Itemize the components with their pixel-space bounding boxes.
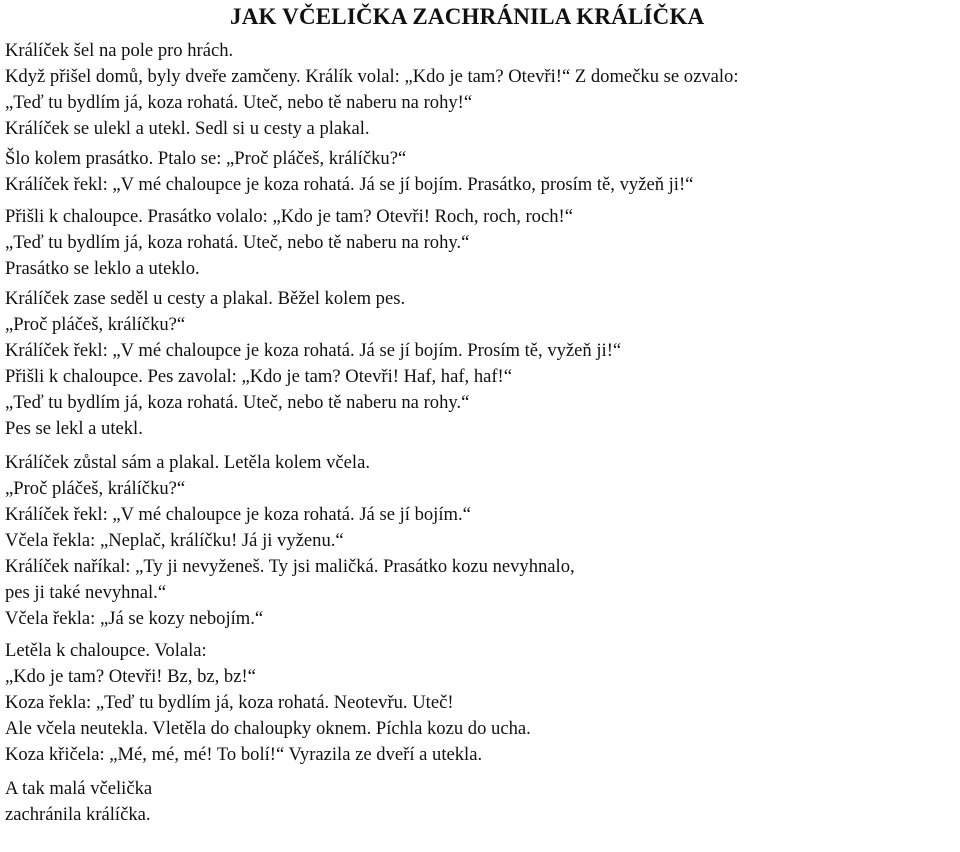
story-line-22: Včela řekla: „Já se kozy nebojím.“ xyxy=(5,608,264,629)
story-title: JAK VČELIČKA ZACHRÁNILA KRÁLÍČKA xyxy=(230,4,705,29)
story-line-16: Králíček zůstal sám a plakal. Letěla kolem včela. xyxy=(5,452,370,473)
story-line-12: Králíček řekl: „V mé chaloupce je koza rohatá. Já se jí bojím. Prosím tě, vyžeň ji!“ xyxy=(5,340,622,361)
story-line-5: Šlo kolem prasátko. Ptalo se: „Proč pláčeš, králíčku?“ xyxy=(5,148,407,169)
story-line-23: Letěla k chaloupce. Volala: xyxy=(5,640,207,661)
story-line-1: Králíček šel na pole pro hrách. xyxy=(5,40,234,61)
story-line-3: „Teď tu bydlím já, koza rohatá. Uteč, nebo tě naberu na rohy!“ xyxy=(5,92,473,113)
story-line-25: Koza řekla: „Teď tu bydlím já, koza rohatá. Neotevřu. Uteč! xyxy=(5,692,454,713)
story-line-17: „Proč pláčeš, králíčku?“ xyxy=(5,478,186,499)
story-line-4: Králíček se ulekl a utekl. Sedl si u cesty a plakal. xyxy=(5,118,370,139)
story-line-20: Králíček naříkal: „Ty ji nevyženeš. Ty jsi maličká. Prasátko kozu nevyhnalo, xyxy=(5,556,575,577)
story-line-15: Pes se lekl a utekl. xyxy=(5,418,143,439)
story-line-9: Prasátko se leklo a uteklo. xyxy=(5,258,200,279)
story-line-10: Králíček zase seděl u cesty a plakal. Běžel kolem pes. xyxy=(5,288,406,309)
story-line-7: Přišli k chaloupce. Prasátko volalo: „Kdo je tam? Otevři! Roch, roch, roch!“ xyxy=(5,206,573,227)
story-line-14: „Teď tu bydlím já, koza rohatá. Uteč, nebo tě naberu na rohy.“ xyxy=(5,392,470,413)
story-line-8: „Teď tu bydlím já, koza rohatá. Uteč, nebo tě naberu na rohy.“ xyxy=(5,232,470,253)
story-line-26: Ale včela neutekla. Vletěla do chaloupky oknem. Píchla kozu do ucha. xyxy=(5,718,531,739)
story-line-28: A tak malá včelička xyxy=(5,778,153,799)
story-line-27: Koza křičela: „Mé, mé, mé! To bolí!“ Vyrazila ze dveří a utekla. xyxy=(5,744,483,765)
story-line-19: Včela řekla: „Neplač, králíčku! Já ji vyženu.“ xyxy=(5,530,344,551)
story-line-2: Když přišel domů, byly dveře zamčeny. Králík volal: „Kdo je tam? Otevři!“ Z domečku se ozvalo: xyxy=(5,66,739,87)
story-line-6: Králíček řekl: „V mé chaloupce je koza rohatá. Já se jí bojím. Prasátko, prosím tě, vyžeň ji!“ xyxy=(5,174,694,195)
story-line-11: „Proč pláčeš, králíčku?“ xyxy=(5,314,186,335)
story-line-13: Přišli k chaloupce. Pes zavolal: „Kdo je tam? Otevři! Haf, haf, haf!“ xyxy=(5,366,513,387)
story-line-29: zachránila králíčka. xyxy=(5,804,151,825)
story-line-21: pes ji také nevyhnal.“ xyxy=(5,582,167,603)
story-line-18: Králíček řekl: „V mé chaloupce je koza rohatá. Já se jí bojím.“ xyxy=(5,504,471,525)
story-line-24: „Kdo je tam? Otevři! Bz, bz, bz!“ xyxy=(5,666,256,687)
